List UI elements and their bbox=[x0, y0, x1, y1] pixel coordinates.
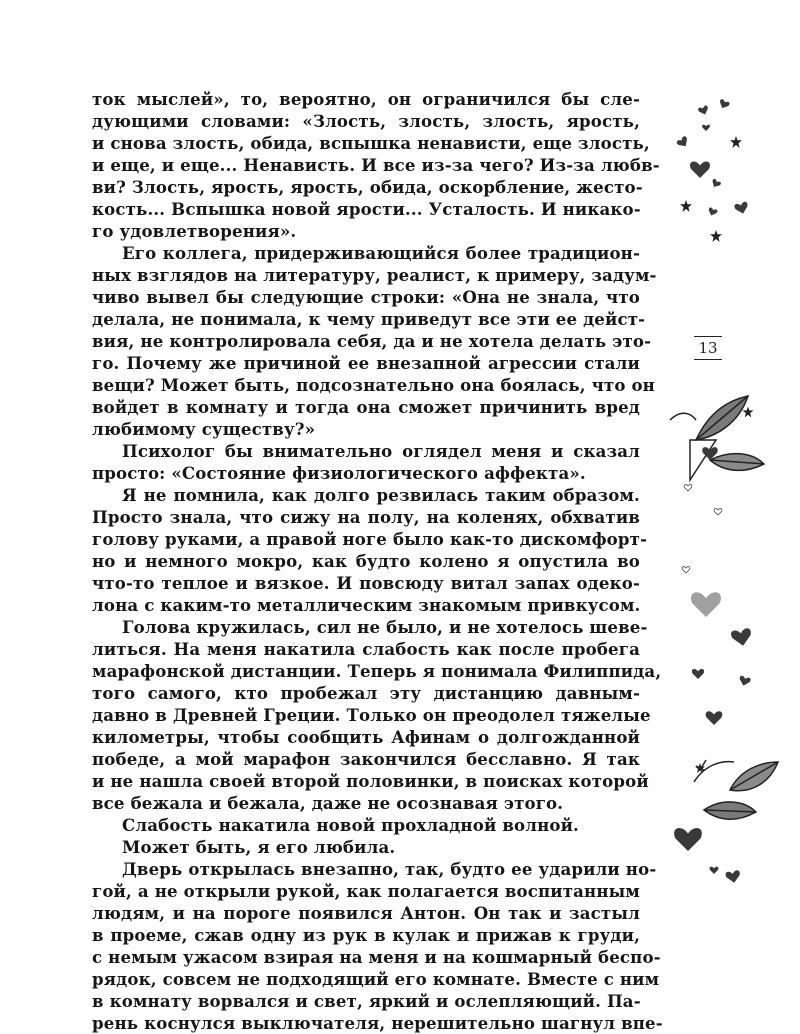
star-icon bbox=[743, 407, 754, 418]
text-line: дующими словами: «Злость, злость, злость, ярость, bbox=[92, 111, 640, 131]
text-line: Может быть, я его любила. bbox=[122, 837, 396, 857]
text-line: просто: «Состояние физиологического аффекта». bbox=[92, 463, 586, 483]
text-line: ви? Злость, ярость, ярость, обида, оскорбление, жесто- bbox=[92, 177, 643, 197]
text-line: с немым ужасом взирая на меня и на кошмарный беспо- bbox=[92, 947, 661, 967]
heart-icon bbox=[692, 628, 753, 725]
text-line: кость... Вспышка новой ярости... Усталость. И никако- bbox=[92, 199, 641, 219]
text-line: все бежала и бежала, даже не осознавая этого. bbox=[92, 793, 564, 813]
text-line: делала, не понимала, к чему приведут все эти ее дейст- bbox=[92, 309, 646, 329]
text-line: любимому существу?» bbox=[92, 419, 316, 439]
body-text bbox=[92, 88, 663, 1034]
text-line: гой, а не открыли рукой, как полагается воспитанным bbox=[92, 881, 640, 901]
text-line: в комнату ворвался и свет, яркий и ослепляющий. Па- bbox=[92, 991, 641, 1011]
text-line: и снова злость, обида, вспышка ненависти, еще злость, bbox=[92, 133, 650, 153]
text-line: Слабость накатила новой прохладной волной. bbox=[122, 815, 579, 835]
text-line: голову руками, а правой ноге было как-то дискомфорт- bbox=[92, 529, 648, 549]
text-line: го удовлетворения». bbox=[92, 221, 297, 241]
text-line: Голова кружилась, сил не было, и не хотелось шеве- bbox=[122, 617, 648, 637]
text-line: го. Почему же причиной ее внезапной агрессии стали bbox=[92, 353, 640, 373]
text-line: давно в Древней Греции. Только он преодолел тяжелые bbox=[92, 705, 651, 725]
text-line: Психолог бы внимательно оглядел меня и сказал bbox=[122, 441, 640, 461]
heart-icon bbox=[674, 828, 741, 884]
text-line: чиво вывел бы следующие строки: «Она не знала, что bbox=[92, 287, 640, 307]
text-line: людям, и на пороге появился Антон. Он так и застыл bbox=[92, 903, 640, 923]
margin-decoration bbox=[660, 0, 800, 1000]
text-line: войдет в комнату и тогда она сможет причинить вред bbox=[92, 397, 640, 417]
text-line: километры, чтобы сообщить Афинам о долгожданной bbox=[92, 727, 640, 747]
text-line: Я не помнила, как долго резвилась таким образом. bbox=[122, 485, 640, 505]
text-line: победе, а мой марафон закончился бесславно. Я так bbox=[92, 749, 640, 769]
text-line: марафонской дистанции. Теперь я понимала Филиппида, bbox=[92, 661, 662, 681]
heart-outline-icon bbox=[682, 485, 722, 573]
text-line: вещи? Может быть, подсознательно она боялась, что он bbox=[92, 375, 655, 395]
text-line: Дверь открылась внезапно, так, будто ее ударили но- bbox=[122, 859, 657, 879]
text-line: литься. На меня накатила слабость как после пробега bbox=[92, 639, 640, 659]
text-line: лона с каким-то металлическим знакомым привкусом. bbox=[92, 595, 641, 615]
text-line: и не нашла своей второй половинки, в поисках которой bbox=[92, 771, 649, 791]
text-line: ных взглядов на литературу, реалист, к примеру, задум- bbox=[92, 265, 657, 285]
heart-icon bbox=[676, 99, 750, 217]
text-line: в проеме, сжав одну из рук в кулак и прижав к груди, bbox=[92, 925, 640, 945]
text-line: и еще, и еще... Ненависть. И все из-за чего? Из-за любв- bbox=[92, 155, 660, 175]
text-line: рень коснулся выключателя, нерешительно шагнул впе- bbox=[92, 1013, 663, 1033]
text-line: Просто знала, что сижу на полу, на коленях, обхватив bbox=[92, 507, 640, 527]
text-line: ток мыслей», то, вероятно, он ограничился бы сле- bbox=[92, 89, 640, 109]
star-icon bbox=[680, 136, 742, 242]
leaf-icon bbox=[670, 396, 764, 480]
heart-icon bbox=[691, 592, 721, 617]
leaf-icon bbox=[694, 760, 778, 819]
text-line: но и немного мокро, как будто колено я опустила во bbox=[92, 551, 640, 571]
text-line: вия, не контролировала себя, да и не хотела делать это- bbox=[92, 331, 652, 351]
text-line: что-то теплое и вязкое. И повсюду витал запах одеко- bbox=[92, 573, 640, 593]
text-line: Его коллега, придерживающийся более традицион- bbox=[122, 243, 640, 263]
text-line: того самого, кто пробежал эту дистанцию давным- bbox=[92, 683, 640, 703]
page-number: 13 bbox=[694, 336, 722, 360]
text-line: рядок, совсем не подходящий его комнате. Вместе с ним bbox=[92, 969, 660, 989]
